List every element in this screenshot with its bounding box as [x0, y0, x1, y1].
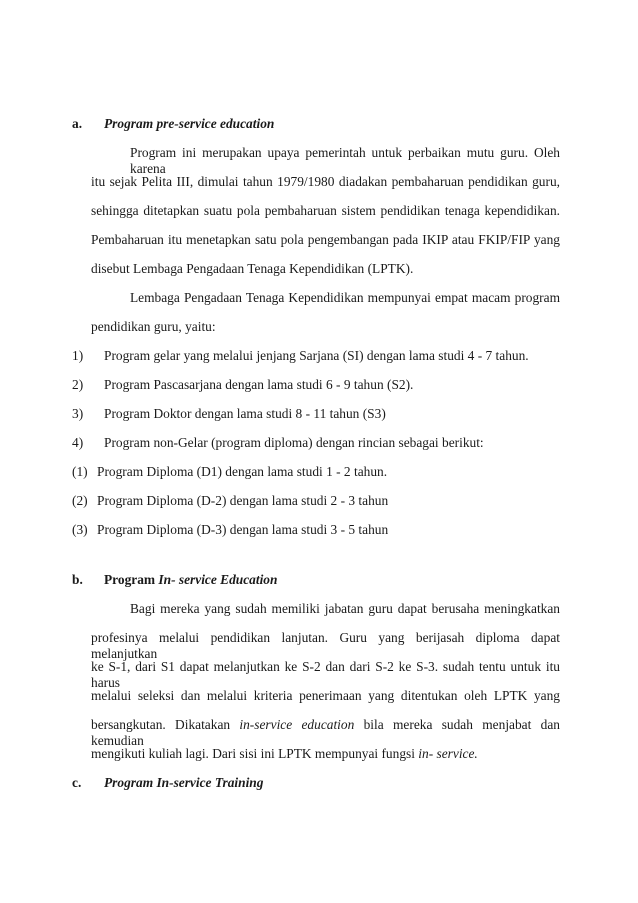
- list-number: (1): [72, 464, 88, 479]
- list-item: Program Pascasarjana dengan lama studi 6 - 9 tahun (S2).: [104, 377, 414, 392]
- list-item: Program Diploma (D-2) dengan lama studi 2 - 3 tahun: [97, 493, 389, 508]
- section-b-title-plain: Program: [104, 572, 159, 587]
- list-item: Program Doktor dengan lama studi 8 - 11 tahun (S3): [104, 406, 386, 421]
- paragraph-line: melalui seleksi dan melalui kriteria penerimaan yang ditentukan oleh LPTK yang: [91, 688, 560, 703]
- paragraph-line: [91, 717, 560, 749]
- paragraph-line: ke S-1, dari S1 dapat melanjutkan ke S-2 dan dari S-2 ke S-3. sudah tentu untuk itu harus: [91, 659, 560, 690]
- section-b-letter: b.: [72, 572, 83, 587]
- list-number: 2): [72, 377, 84, 392]
- section-a-letter: a.: [72, 116, 83, 131]
- line-text: bersangkutan. Dikatakan: [91, 717, 240, 732]
- list-item: Program Diploma (D1) dengan lama studi 1 - 2 tahun.: [97, 464, 388, 479]
- paragraph-line: Program ini merupakan upaya pemerintah untuk perbaikan mutu guru. Oleh karena: [130, 145, 560, 176]
- paragraph-line: itu sejak Pelita III, dimulai tahun 1979/1980 diadakan pembaharuan pendidikan guru,: [91, 174, 560, 189]
- list-item: Program gelar yang melalui jenjang Sarjana (SI) dengan lama studi 4 - 7 tahun.: [104, 348, 529, 363]
- line-text: bila mereka sudah menjabat dan kemudian: [91, 717, 560, 748]
- list-number: 1): [72, 348, 84, 363]
- section-c-letter: c.: [72, 775, 82, 790]
- section-a-title: Program pre-service education: [104, 116, 275, 131]
- list-number: 4): [72, 435, 84, 450]
- list-item: Program Diploma (D-3) dengan lama studi 3 - 5 tahun: [97, 522, 389, 537]
- list-item: Program non-Gelar (program diploma) dengan rincian sebagai berikut:: [104, 435, 484, 450]
- italic-term: in-service education: [239, 717, 355, 732]
- paragraph-line: pendidikan guru, yaitu:: [91, 319, 216, 334]
- line-text: mengikuti kuliah lagi. Dari sisi ini LPTK mempunyai fungsi: [91, 746, 419, 761]
- paragraph-line: Lembaga Pengadaan Tenaga Kependidikan mempunyai empat macam program: [130, 290, 560, 305]
- list-number: 3): [72, 406, 84, 421]
- paragraph-line: Bagi mereka yang sudah memiliki jabatan guru dapat berusaha meningkatkan: [130, 601, 560, 616]
- paragraph-line: profesinya melalui pendidikan lanjutan. Guru yang berijasah diploma dapat melanjutkan: [91, 630, 560, 661]
- section-c-title: Program In-service Training: [104, 775, 264, 790]
- paragraph-line: sehingga ditetapkan suatu pola pembaharuan sistem pendidikan tenaga kependidikan.: [91, 203, 560, 218]
- paragraph-line: Pembaharuan itu menetapkan satu pola pengembangan pada IKIP atau FKIP/FIP yang: [91, 232, 560, 247]
- section-b-title: [104, 572, 277, 588]
- list-number: (3): [72, 522, 88, 537]
- paragraph-line: disebut Lembaga Pengadaan Tenaga Kependidikan (LPTK).: [91, 261, 414, 276]
- paragraph-line: [91, 746, 478, 762]
- section-b-title-italic: In- service Education: [158, 572, 278, 587]
- list-number: (2): [72, 493, 88, 508]
- italic-term: in- service.: [418, 746, 478, 761]
